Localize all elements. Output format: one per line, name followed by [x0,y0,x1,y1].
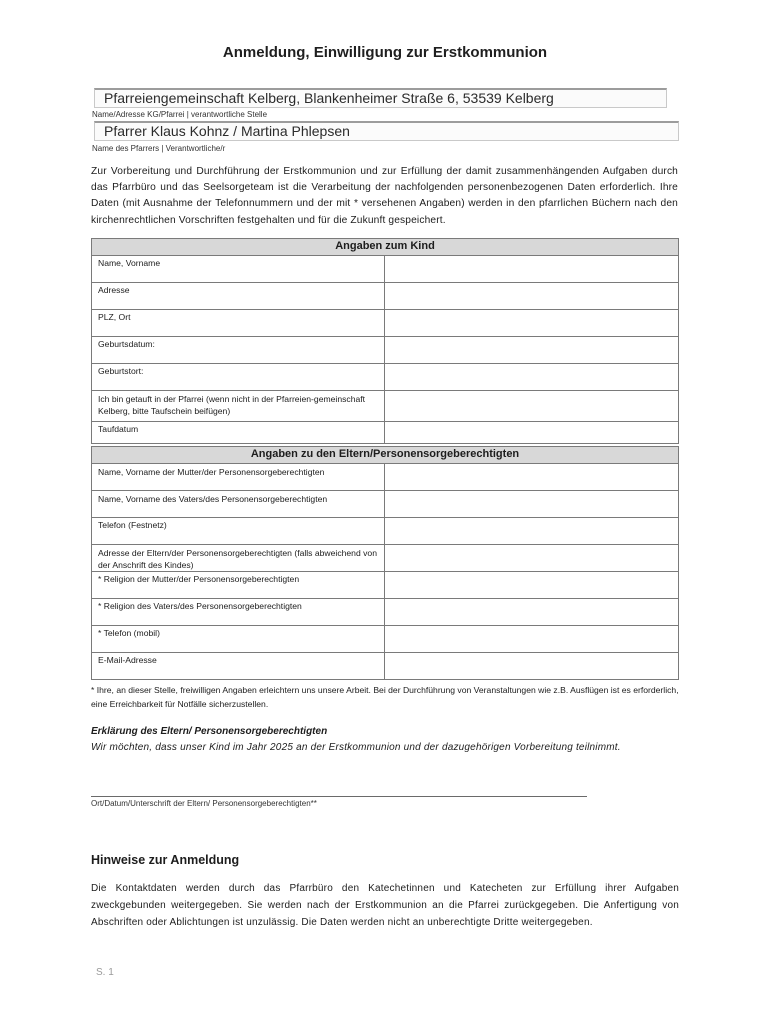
father-religion-input[interactable] [384,599,678,626]
signature-caption: Ort/Datum/Unterschrift der Eltern/ Personensorgeberechtigten** [91,799,317,808]
declaration-text: Wir möchten, dass unser Kind im Jahr 2025 an der Erstkommunion und der dazugehörigen Vorbereitung teilnimmt. [91,742,621,753]
priest-field[interactable]: Pfarrer Klaus Kohnz / Martina Phlepsen [94,121,679,141]
parent-section-heading: Angaben zu den Eltern/Personensorgeberechtigten [92,447,679,464]
child-row-label: Adresse [92,283,385,310]
email-input[interactable] [384,653,678,680]
mobile-phone-input[interactable] [384,626,678,653]
parish-field[interactable]: Pfarreiengemeinschaft Kelberg, Blankenheimer Straße 6, 53539 Kelberg [94,88,667,108]
child-data-table [91,238,679,444]
parent-row-label: * Telefon (mobil) [92,626,385,653]
child-row-label: Name, Vorname [92,256,385,283]
page-number: S. 1 [96,967,114,978]
child-zip-city-input[interactable] [384,310,678,337]
parent-row-label: E-Mail-Adresse [92,653,385,680]
parent-row-label: * Religion der Mutter/der Personensorgeberechtigten [92,572,385,599]
parent-data-table [91,446,679,680]
child-row-label: Geburtsdatum: [92,337,385,364]
child-birthdate-input[interactable] [384,337,678,364]
footnote: * Ihre, an dieser Stelle, freiwilligen Angaben erleichtern uns unsere Arbeit. Bei der Durchführung von Veranstaltungen wie z.B. Ausflügen ist es erforderlich, eine Erreichbarkeit für Notfälle sicherzustellen. [91,685,679,709]
document-title: Anmeldung, Einwilligung zur Erstkommunion [222,44,548,61]
priest-caption: Name des Pfarrers | Verantwortliche/r [92,144,226,153]
mother-name-input[interactable] [384,464,678,491]
signature-line[interactable] [91,796,587,797]
child-section-heading: Angaben zum Kind [92,239,679,256]
child-row-label: Taufdatum [92,422,385,444]
child-birthplace-input[interactable] [384,364,678,391]
parish-caption: Name/Adresse KG/Pfarrei | verantwortliche Stelle [92,110,268,119]
child-address-input[interactable] [384,283,678,310]
hints-title: Hinweise zur Anmeldung [91,853,240,867]
child-baptism-parish-input[interactable] [384,391,678,422]
child-name-input[interactable] [384,256,678,283]
child-baptism-date-input[interactable] [384,422,678,444]
parent-row-label: Adresse der Eltern/der Personensorgeberechtigten (falls abweichend von der Anschrift des Kindes) [92,545,385,572]
intro-paragraph: Zur Vorbereitung und Durchführung der Erstkommunion und zur Erfüllung der damit zusammenhängenden Aufgaben durch das Pfarrbüro und das Seelsorgeteam ist die Verarbeitung der nachfolgenden personenbezogenen Daten erforderlich. Ihre Daten (mit Ausnahme der Telefonnummern und der mit * versehenen Angaben) werden in den pfarrlichen Büchern nach den kirchenrechtlichen Vorschriften festgehalten und für die Zukunft gespeichert. [91,166,678,226]
child-row-label: Geburtstort: [92,364,385,391]
father-name-input[interactable] [384,491,678,518]
parent-row-label: Name, Vorname der Mutter/der Personensorgeberechtigten [92,464,385,491]
mother-religion-input[interactable] [384,572,678,599]
parent-row-label: * Religion des Vaters/des Personensorgeberechtigten [92,599,385,626]
declaration-title: Erklärung des Eltern/ Personensorgeberechtigten [91,726,328,737]
parent-row-label: Telefon (Festnetz) [92,518,385,545]
child-row-label: PLZ, Ort [92,310,385,337]
hints-text: Die Kontaktdaten werden durch das Pfarrbüro den Katechetinnen und Katecheten zur Erfüllung ihrer Aufgaben zweckgebunden weitergegeben. Sie werden nach der Erstkommunion an die Pfarrei zurückgegeben. Die Anfertigung von Abschriften oder Ablichtungen ist unzulässig. Die Daten werden nicht an unberechtigte Dritte weitergegeben. [91,883,679,928]
landline-input[interactable] [384,518,678,545]
parent-address-input[interactable] [384,545,678,572]
child-row-label: Ich bin getauft in der Pfarrei (wenn nicht in der Pfarreien-gemeinschaft Kelberg, bitte Taufschein beifügen) [92,391,385,422]
parent-row-label: Name, Vorname des Vaters/des Personensorgeberechtigten [92,491,385,518]
